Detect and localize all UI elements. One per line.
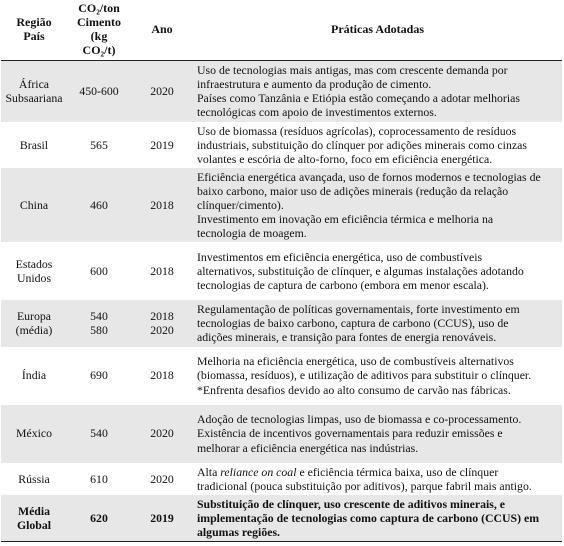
practices-line: implementação de tecnologias como captura de carbono (CCUS) em	[197, 510, 540, 525]
practices-line: *Enfrenta desafios devido ao alto consumo de carvão nas fábricas.	[197, 382, 511, 397]
co2-cell-line: 620	[90, 510, 108, 525]
co2-cell-line: 580	[90, 323, 108, 338]
year-cell-line: 2018	[150, 368, 174, 383]
practices-line: Existência de incentivos governamentais para reduzir emissões e	[197, 426, 503, 441]
practices-cell	[193, 122, 562, 168]
co2-cell-line: 600	[90, 264, 108, 279]
practices-line: Uso de biomassa (resíduos agrícolas), coprocessamento de resíduos	[197, 123, 517, 138]
co2-cell	[67, 463, 131, 495]
co2-cell	[67, 495, 131, 542]
practices-line: alternativos, substituição de clínquer, e algumas instalações adotando	[197, 264, 524, 279]
region-cell	[1, 495, 67, 542]
table-row	[1, 168, 562, 242]
practices-line: tradicional (pouca substituição por aditivos), parque fabril mais antigo.	[197, 478, 532, 493]
region-cell	[1, 347, 67, 405]
region-cell-line: Brasil	[19, 137, 49, 152]
practices-line: Adoção de tecnologias limpas, uso de biomassa e co-processamento.	[197, 412, 522, 427]
header-region: Região País	[1, 0, 67, 61]
practices-cell	[193, 495, 562, 542]
year-cell	[131, 405, 193, 463]
co2-cell-line: 565	[90, 137, 108, 152]
co2-cell	[67, 347, 131, 405]
practices-line: Investimentos em eficiência energética, uso de combustíveis	[197, 250, 483, 265]
co2-cell	[67, 405, 131, 463]
co2-cell-line: 610	[90, 471, 108, 486]
year-cell	[131, 168, 193, 242]
region-cell	[1, 61, 67, 122]
practices-line: clínquer/cimento).	[197, 197, 284, 212]
practices-line: Países como Tanzânia e Etiópia estão começando a adotar melhorias	[197, 91, 520, 106]
practices-line: Regulamentação de políticas governamentais, forte investimento em	[197, 302, 520, 317]
table-row	[1, 347, 562, 405]
practices-line: Eficiência energética avançada, uso de fornos modernos e tecnologias de	[197, 169, 541, 184]
practices-line: melhorar a eficiência energética nas indústrias.	[197, 440, 419, 455]
year-cell	[131, 300, 193, 346]
header-year: Ano	[131, 0, 193, 61]
table-row	[1, 122, 562, 168]
region-cell-line: México	[15, 426, 53, 441]
co2-cell	[67, 242, 131, 300]
practices-line: tecnologias de captura de carbono (embora em menor escala).	[197, 278, 489, 293]
region-cell-line: Subsaariana	[5, 91, 63, 106]
practices-line: infraestrutura e aumento da produção de cimento.	[197, 77, 432, 92]
year-cell	[131, 495, 193, 542]
region-cell	[1, 405, 67, 463]
co2-cell	[67, 61, 131, 122]
year-cell	[131, 122, 193, 168]
year-cell-line: 2020	[150, 323, 174, 338]
practices-line: Uso de tecnologias mais antigas, mas com crescente demanda por	[197, 63, 508, 78]
co2-cell	[67, 122, 131, 168]
practices-line: industriais, substituição do clínquer por adições minerais como cinzas	[197, 137, 527, 152]
year-cell-line: 2019	[150, 510, 174, 525]
practices-line: baixo carbono, maior uso de adições minerais (redução da relação	[197, 183, 509, 198]
region-cell-line: Global	[16, 517, 52, 532]
table-row	[1, 405, 562, 463]
header-practices: Práticas Adotadas	[193, 0, 562, 61]
table-row	[1, 463, 562, 495]
practices-line: tecnológicas com apoio de investimentos externos.	[197, 105, 437, 120]
practices-line: adições minerais, e transição para fontes de energia renováveis.	[197, 330, 497, 345]
year-cell	[131, 242, 193, 300]
practices-cell	[193, 405, 562, 463]
practices-cell	[193, 168, 562, 242]
practices-cell	[193, 61, 562, 122]
cement-emissions-table	[1, 0, 562, 542]
table-row	[1, 300, 562, 346]
practices-cell	[193, 463, 562, 495]
co2-cell-line: 690	[90, 368, 108, 383]
practices-line: tecnologias de baixo carbono, captura de carbono (CCUS), uso de	[197, 316, 509, 331]
practices-line: Investimento em inovação em eficiência térmica e melhoria na	[197, 212, 494, 227]
year-cell-line: 2019	[150, 137, 174, 152]
practices-line: volantes e escória de alto-forno, foco em eficiência energética.	[197, 151, 493, 166]
year-cell-line: 2018	[150, 264, 174, 279]
region-cell-line: Índia	[21, 368, 47, 383]
region-cell-line: Rússia	[18, 471, 50, 486]
year-cell-line: 2020	[150, 471, 174, 486]
year-cell	[131, 463, 193, 495]
region-cell-line: Unidos	[16, 271, 52, 286]
co2-cell-line: 540	[90, 426, 108, 441]
table-row	[1, 495, 562, 542]
practices-line: Alta reliance on coal e eficiência térmica baixa, uso de clínquer	[197, 464, 499, 479]
year-cell-line: 2018	[150, 309, 174, 324]
header-co2: CO₂/ton Cimento (kg CO₂/t)	[67, 0, 131, 61]
co2-cell	[67, 168, 131, 242]
table-row	[1, 242, 562, 300]
table-row	[1, 61, 562, 122]
region-cell	[1, 300, 67, 346]
year-cell	[131, 61, 193, 122]
region-cell	[1, 122, 67, 168]
region-cell	[1, 242, 67, 300]
table-header-row	[1, 0, 562, 61]
practices-cell	[193, 300, 562, 346]
co2-cell	[67, 300, 131, 346]
practices-cell	[193, 347, 562, 405]
region-cell-line: África	[18, 77, 50, 92]
region-cell-line: China	[19, 197, 49, 212]
co2-cell-line: 540	[90, 309, 108, 324]
co2-cell-line: 450-600	[79, 84, 119, 99]
practices-cell	[193, 242, 562, 300]
region-cell-line: (média)	[15, 323, 53, 338]
year-cell-line: 2018	[150, 197, 174, 212]
practices-line: Substituição de clínquer, uso crescente de aditivos minerais, e	[197, 496, 506, 511]
region-cell	[1, 463, 67, 495]
region-cell-line: Média	[17, 503, 51, 518]
year-cell-line: 2020	[150, 84, 174, 99]
year-cell	[131, 347, 193, 405]
practices-line: algumas regiões.	[197, 524, 281, 539]
region-cell-line: Estados	[15, 257, 53, 272]
co2-cell-line: 460	[90, 197, 108, 212]
year-cell-line: 2020	[150, 426, 174, 441]
region-cell-line: Europa	[16, 309, 52, 324]
practices-line: (biomassa, resíduos), e utilização de aditivos para substituir o clínquer.	[197, 368, 532, 383]
practices-line: Melhoria na eficiência energética, uso de combustíveis alternativos	[197, 354, 514, 369]
practices-line: tecnologia de moagem.	[197, 226, 307, 241]
region-cell	[1, 168, 67, 242]
